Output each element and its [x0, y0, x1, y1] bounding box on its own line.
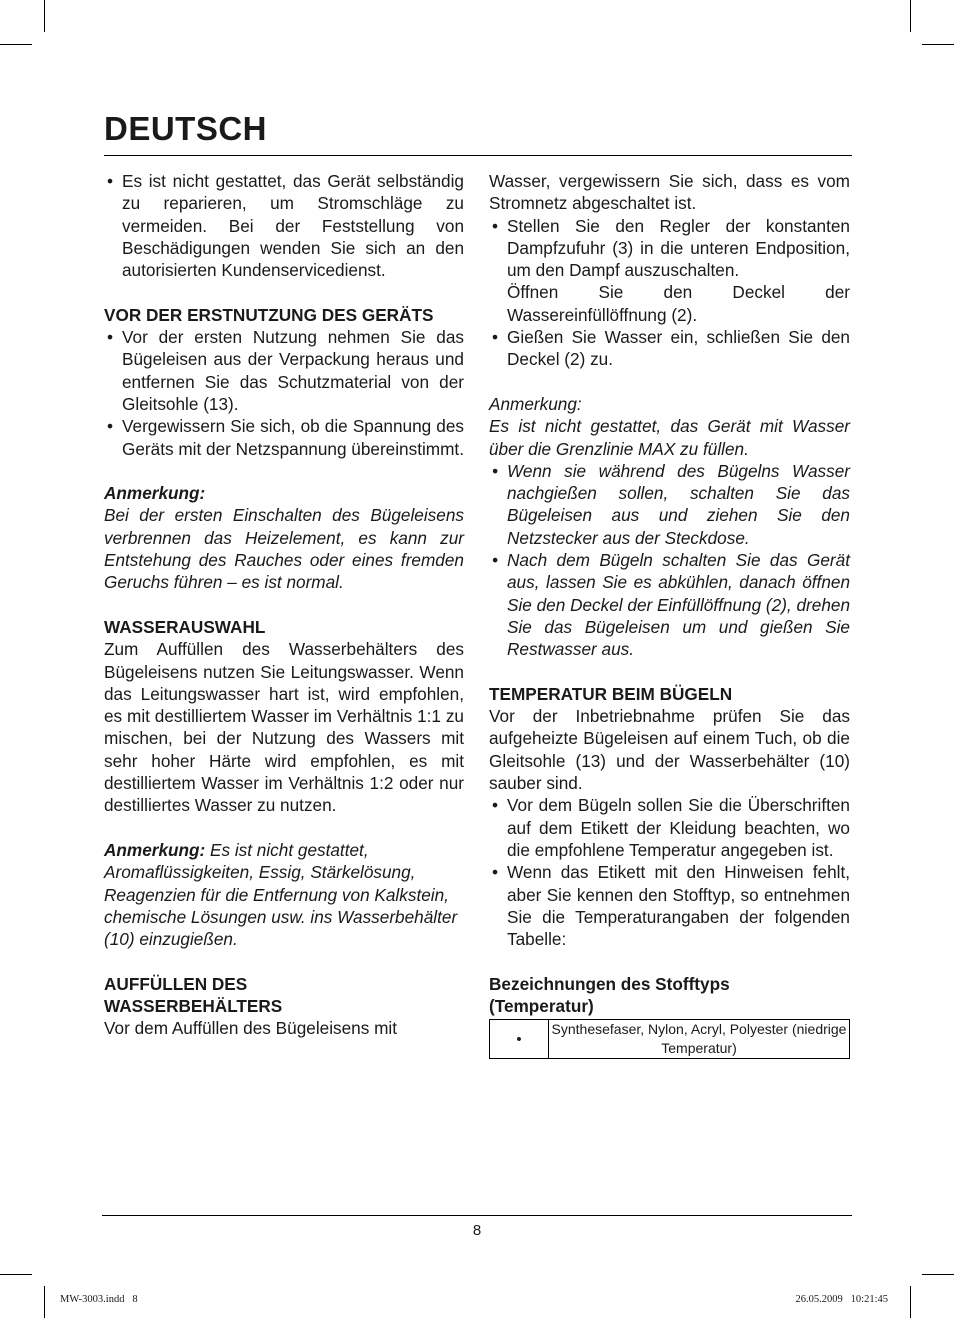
list-item-text: Vergewissern Sie sich, ob die Spannung des Geräts mit der Netzspannung übereinstimmt.: [122, 416, 464, 459]
page-title: DEUTSCH: [104, 110, 268, 147]
list-item-text: Es ist nicht gestattet, das Gerät selbständig zu reparieren, um Stromschläge zu vermeiden. Bei der Feststellung von Beschädigungen wenden Sie sich an den autorisierten Kundenservicedienst.: [122, 171, 464, 281]
bullet-icon: •: [107, 327, 114, 348]
bullet-icon: •: [492, 215, 499, 236]
crop-mark: [0, 44, 32, 45]
list-item-text: Gießen Sie Wasser ein, schließen Sie den Deckel (2) zu.: [507, 327, 850, 370]
bullet-icon: •: [107, 171, 114, 191]
crop-mark: [922, 1274, 954, 1275]
list-item-text: Vor dem Bügeln sollen Sie die Überschriften auf dem Etikett der Kleidung beachten, wo die empfohlene Temperatur angegeben ist.: [507, 795, 850, 860]
list-item: [489, 794, 850, 861]
bullet-icon: •: [492, 795, 499, 816]
bullet-icon: •: [492, 862, 499, 883]
bullet-icon: •: [492, 460, 499, 481]
slug-left: MW-3003.indd 8: [60, 1294, 138, 1305]
note-label: Anmerkung:: [104, 483, 206, 504]
slug-right: 26.05.2009 10:21:45: [795, 1294, 888, 1305]
note-paragraph: [104, 839, 464, 950]
section-heading: TEMPERATUR BEIM BÜGELN: [489, 683, 733, 704]
list-item: [489, 215, 850, 282]
fabric-table: [489, 1019, 850, 1059]
section-heading: VOR DER ERSTNUTZUNG DES GERÄTS: [104, 304, 434, 325]
paragraph: Vor der Inbetriebnahme prüfen Sie das aufgeheizte Bügeleisen auf einem Tuch, ob die Gleitsohle (13) und der Wasserbehälter (10) sauber sind.: [489, 706, 850, 794]
table-cell: Synthesefaser, Nylon, Acryl, Polyester (niedrige Temperatur): [549, 1020, 850, 1059]
note-text: Es ist nicht gestattet, das Gerät mit Wasser über die Grenzlinie MAX zu füllen.: [489, 416, 850, 459]
paragraph: Vor dem Auffüllen des Bügeleisens mit: [104, 1018, 397, 1039]
crop-mark: [44, 1286, 45, 1318]
crop-mark: [0, 1274, 32, 1275]
crop-mark: [922, 44, 954, 45]
list-item-text: Wenn das Etikett mit den Hinweisen fehlt, aber Sie kennen den Stofftyp, so entnehmen Sie die Temperaturangaben der folgenden Tabelle:: [507, 862, 850, 950]
list-item: [104, 170, 464, 281]
note-text: Bei der ersten Einschalten des Bügeleisens verbrennen das Heizelement, es kann zur Entstehung des Rauches oder eines fremden Geruchs führen – es ist normal.: [104, 505, 464, 593]
list-item-text: Vor der ersten Nutzung nehmen Sie das Bügeleisen aus der Verpackung heraus und entfernen Sie das Schutzmaterial von der Gleitsohle (13).: [122, 327, 464, 414]
paragraph: Zum Auffüllen des Wasserbehälters des Bügeleisens nutzen Sie Leitungswasser. Wenn das Leitungswasser hart ist, wird empfohlen, es mit destilliertem Wasser im Verhältnis 1:1 zu mischen, bei der Nutzung des Wassers mit sehr hoher Härte wird empfohlen, es mit destilliertem Wasser im Verhältnis 1:2 oder nur destilliertes Wasser zu nutzen.: [104, 639, 464, 816]
list-item-text: Wenn sie während des Bügelns Wasser nachgießen sollen, schalten Sie das Bügeleisen aus und ziehen Sie den Netzstecker aus der Steckdose.: [507, 460, 850, 548]
crop-mark: [910, 0, 911, 32]
table-row: [490, 1020, 850, 1059]
note-label: Anmerkung:: [104, 839, 206, 860]
list-item-text: Nach dem Bügeln schalten Sie das Gerät aus, lassen Sie es abkühlen, danach öffnen Sie den Deckel der Einfüllöffnung (2), drehen Sie das Bügeleisen um und gießen Sie Restwasser aus.: [507, 550, 851, 660]
note-text: Es ist nicht gestattet, Aromaflüssigkeiten, Essig, Stärkelösung, Reagenzien für die Entfernung von Kalkstein, chemische Lösungen usw. ins Wasserbehälter (10) einzugießen.: [104, 839, 458, 950]
list-item: [104, 326, 464, 415]
left-column: [104, 170, 464, 1040]
list-item: [489, 549, 850, 660]
paragraph: Wasser, vergewissern Sie sich, dass es vom Stromnetz abgeschaltet ist.: [489, 171, 850, 214]
bullet-icon: •: [492, 550, 499, 571]
section-heading: WASSERAUSWAHL: [104, 616, 266, 637]
crop-mark: [44, 0, 45, 32]
list-item: [489, 861, 850, 950]
header-rule: [104, 155, 852, 156]
list-item: [104, 415, 464, 460]
list-item: [489, 326, 850, 371]
bullet-icon: •: [492, 327, 499, 348]
list-item-continuation: Öffnen Sie den Deckel der Wassereinfüllöffnung (2).: [507, 282, 850, 325]
section-heading: AUFFÜLLEN DES WASSERBEHÄLTERS: [104, 973, 283, 1016]
footer-rule: [102, 1215, 852, 1216]
list-item: [489, 460, 850, 549]
section-heading: Bezeichnungen des Stofftyps (Temperatur): [489, 973, 730, 1016]
note-label: Anmerkung:: [489, 393, 582, 414]
right-column: [489, 170, 850, 1059]
crop-mark: [910, 1286, 911, 1318]
bullet-icon: •: [107, 416, 114, 437]
list-item-text: Stellen Sie den Regler der konstanten Dampfzufuhr (3) in die unteren Endposition, um den Dampf auszuschalten.: [507, 215, 850, 281]
page-number: 8: [472, 1222, 482, 1239]
temperature-symbol: •: [490, 1020, 549, 1059]
